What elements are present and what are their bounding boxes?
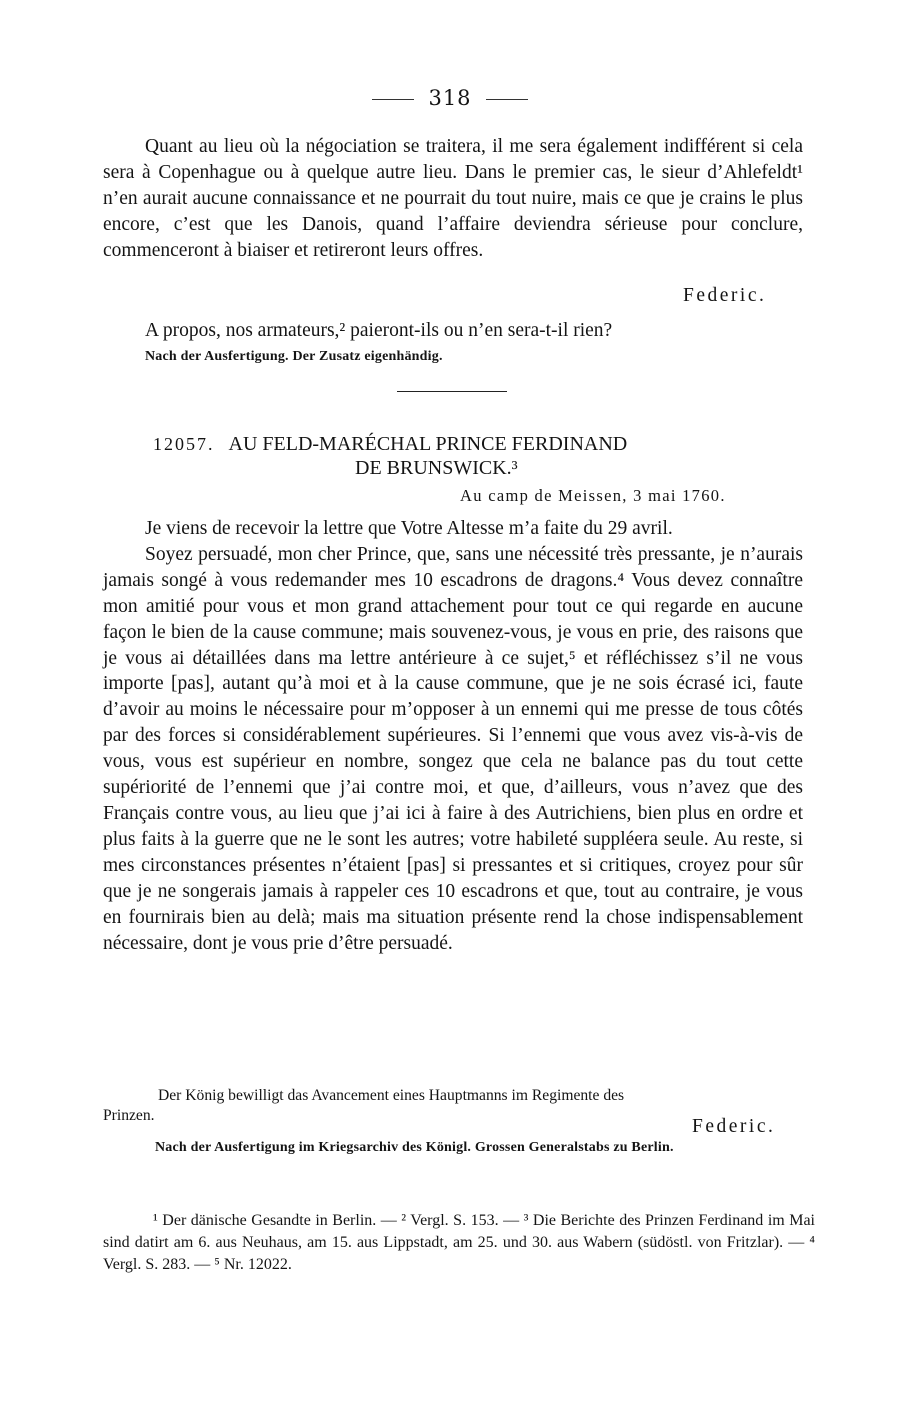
letter-source-note: Nach der Ausfertigung im Kriegsarchiv des Königl. Grossen Generalstabs zu Berlin. <box>155 1140 674 1155</box>
king-note-line-1: Der König bewilligt das Avancement eines Hauptmanns im Regimente des <box>158 1087 625 1104</box>
footnotes <box>103 1210 815 1276</box>
previous-letter-closing <box>103 134 803 264</box>
section-divider <box>397 391 507 392</box>
previous-letter-paragraph: Quant au lieu où la négociation se traitera, il me sera également indifférent si cela sera à Copenhague ou à quelque autre lieu. Dans le premier cas, le sieur d’Ahlefeldt¹ n’en aurait aucune connaissance et ne pourrait du tout nuire, mais ce que je crains le plus encore, c’est que les Danois, quand l’affaire deviendra sérieuse pour conclure, commenceront à biaiser et retireront leurs offres. <box>103 136 803 261</box>
page-number-dash-left <box>372 99 414 100</box>
footnotes-text: ¹ Der dänische Gesandte in Berlin. — ² Vergl. S. 153. — ³ Die Berichte des Prinzen Ferdinand im Mai sind datirt am 6. aus Neuhaus, am 15. aus Lippstadt, am 25. und 30. aus Wabern (südöstl. von Fritzlar). — ⁴ Vergl. S. 283. — ⁵ Nr. 12022. <box>103 1212 815 1273</box>
letter-heading-line2: DE BRUNSWICK.³ <box>355 457 518 479</box>
letter-heading-line1: AU FELD-MARÉCHAL PRINCE FERDINAND <box>228 433 628 455</box>
page-number-dash-right <box>486 99 528 100</box>
previous-letter-source-note: Nach der Ausfertigung. Der Zusatz eigenhändig. <box>145 349 443 364</box>
page-number-line <box>0 86 900 110</box>
king-note-line-2: Prinzen. <box>103 1107 155 1124</box>
letter-body <box>103 516 803 956</box>
letter-dateline: Au camp de Meissen, 3 mai 1760. <box>460 486 726 505</box>
letter-paragraph-1: Je viens de recevoir la lettre que Votre Altesse m’a faite du 29 avril. <box>145 518 673 539</box>
letter-number: 12057. <box>153 434 215 454</box>
letter-heading <box>153 432 763 480</box>
previous-letter-postscript-block <box>103 318 803 344</box>
page-number: 318 <box>428 86 472 110</box>
letter-paragraph-2: Soyez persuadé, mon cher Prince, que, sans une nécessité très pressante, je n’aurais jamais songé à vous redemander mes 10 escadrons de dragons.⁴ Vous devez connaître mon amitié pour vous et mon grand attachement pour tout ce qui regarde en aucune façon le bien de la cause commune; mais souvenez-vous, je vous en prie, des raisons que je vous ai détaillées dans ma lettre antérieure à ce sujet,⁵ et réfléchissez s’il ne vous importe [pas], autant qu’à moi et à la cause commune, que je ne sois écrasé ici, faute d’avoir au moins le nécessaire pour m’opposer à un ennemi qui me presse de tous côtés par des forces si considérablement supérieures. Si l’ennemi que vous avez vis-à-vis de vous, vous est supérieur en nombre, songez que cela ne balance pas du tout cette supériorité de l’ennemi que j’ai contre moi, et que, d’ailleurs, vous n’avez que des Français contre vous, au lieu que j’ai ici à faire à des Autrichiens, bien plus en ordre et plus faits à la guerre que ne le sont les autres; votre habileté suppléera seule. Au reste, si mes circonstances présentes n’étaient [pas] si pressantes et si critiques, croyez pour sûr que je ne songerais jamais à rappeler ces 10 escadrons et que, tout au contraire, je vous en fournirais bien au delà; mais ma situation présente rend la chose indispensablement nécessaire, dont je vous prie d’être persuadé. <box>103 543 803 954</box>
previous-letter-postscript: A propos, nos armateurs,² paieront-ils ou n’en sera-t-il rien? <box>145 320 613 341</box>
letter-signature: Federic. <box>692 1116 776 1137</box>
previous-letter-signature: Federic. <box>683 285 767 306</box>
